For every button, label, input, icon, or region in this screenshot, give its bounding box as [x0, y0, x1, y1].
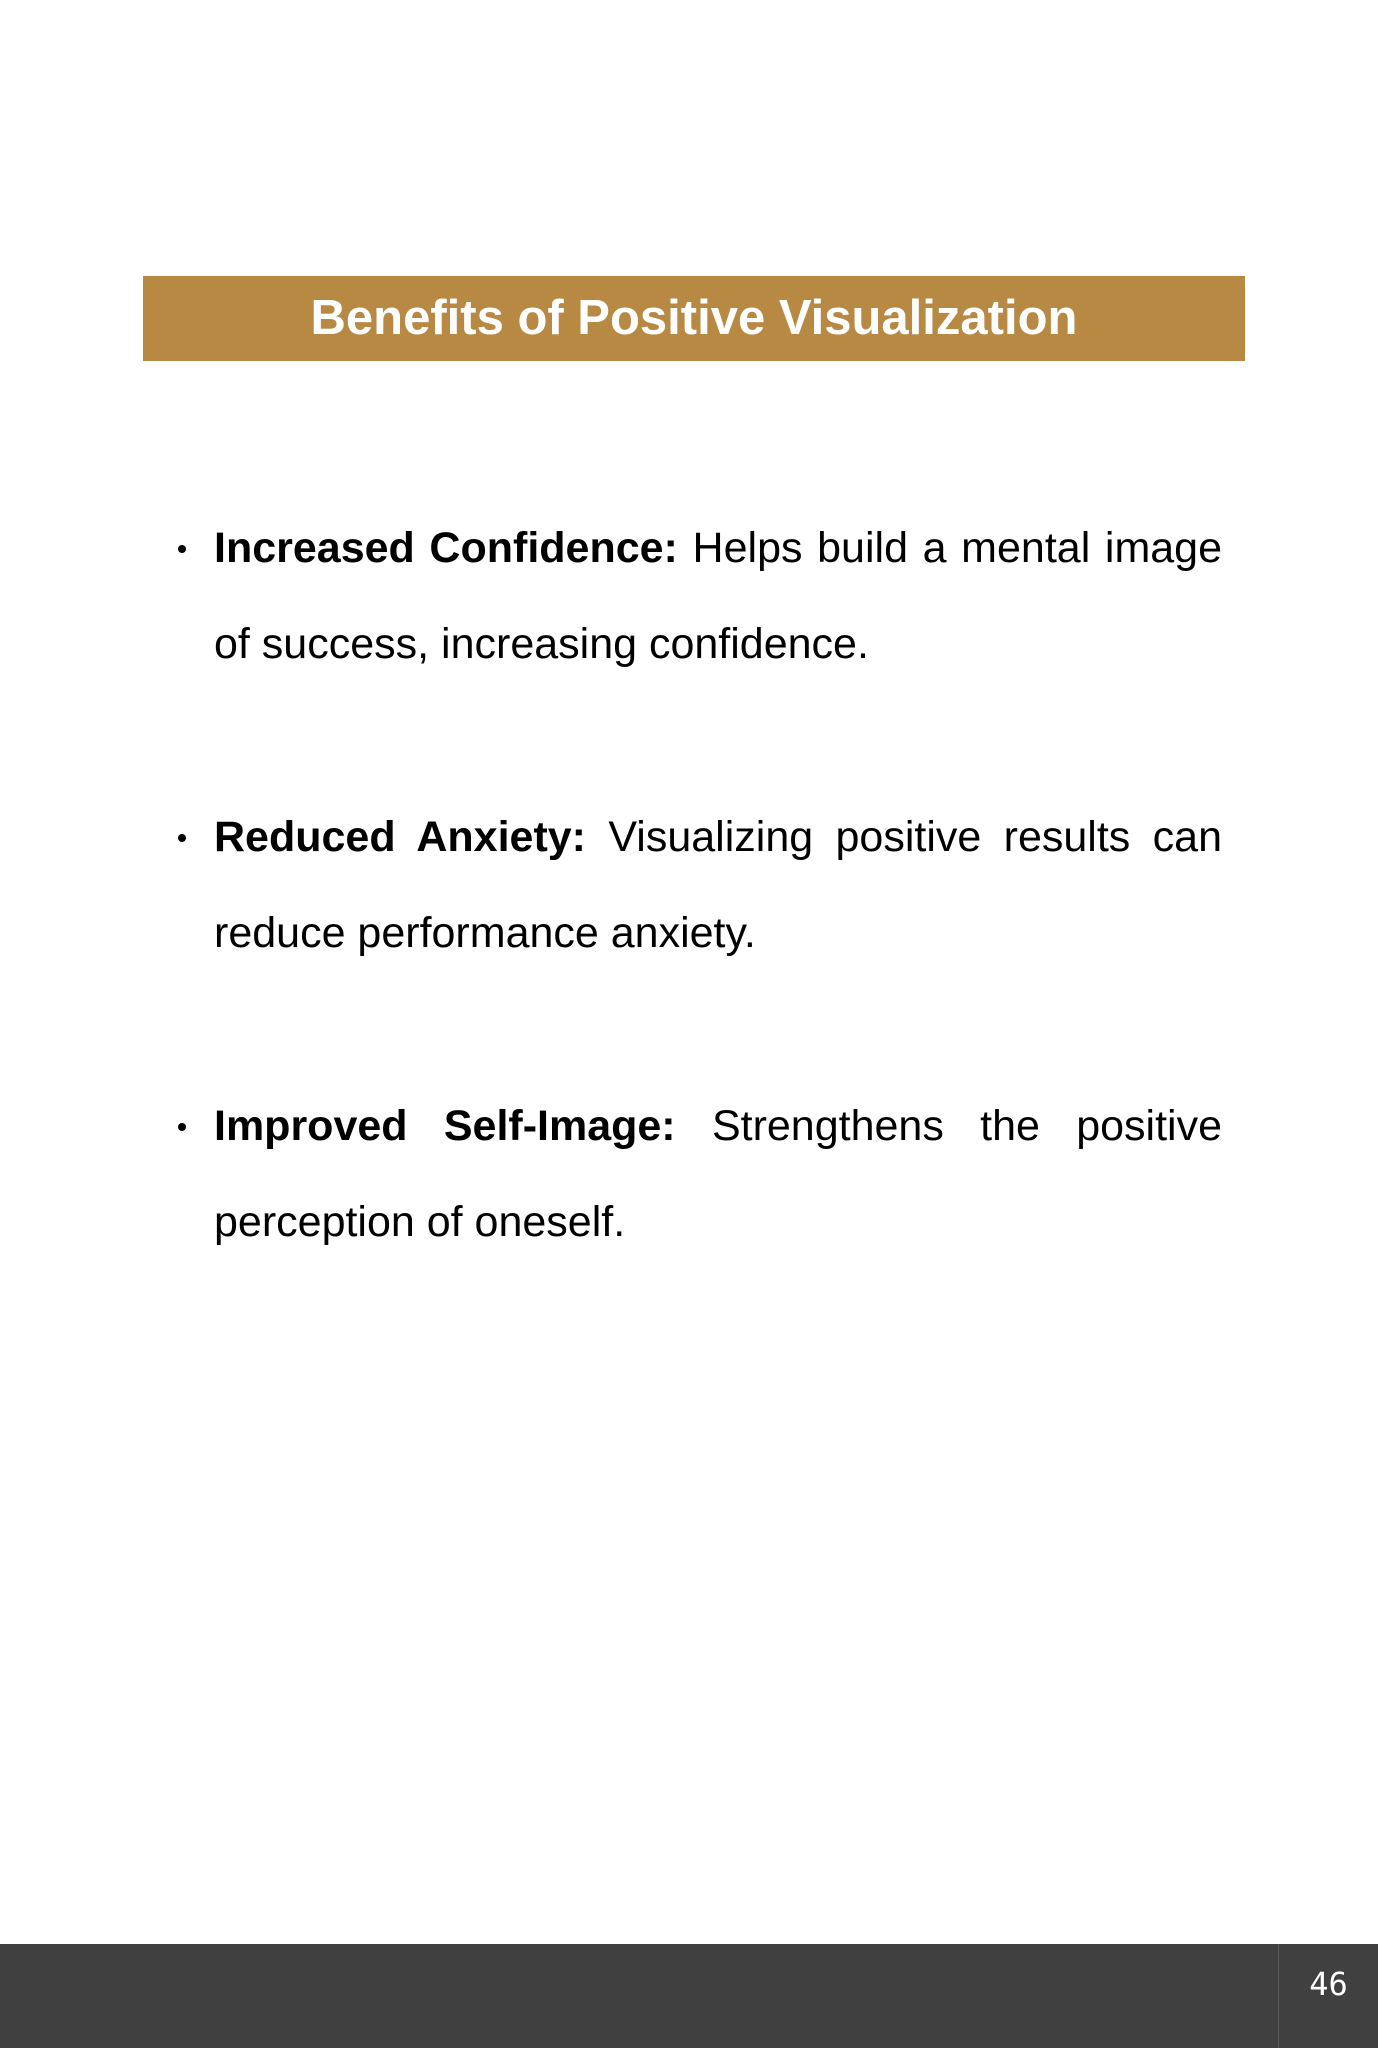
- footer-bar: [0, 1944, 1378, 2048]
- benefit-term: Increased Confidence:: [214, 524, 678, 572]
- list-item: [172, 500, 1222, 692]
- bullet-icon: [178, 1123, 186, 1131]
- page-number: 46: [1309, 1965, 1348, 2003]
- bullet-icon: [178, 834, 186, 842]
- list-item: [172, 1078, 1222, 1270]
- benefit-description: Helps build a mental image of success, increasing confidence.: [214, 524, 1223, 668]
- benefits-list: [172, 500, 1222, 1367]
- bullet-icon: [178, 545, 186, 553]
- benefit-description: Strengthens the positive perception of oneself.: [214, 1102, 1222, 1246]
- list-item: [172, 789, 1222, 981]
- benefit-term: Reduced Anxiety:: [214, 813, 587, 861]
- benefit-term: Improved Self-Image:: [214, 1102, 676, 1150]
- page-title: Benefits of Positive Visualization: [310, 291, 1078, 345]
- title-banner: [143, 276, 1245, 361]
- benefit-description: Visualizing positive results can reduce performance anxiety.: [214, 813, 1222, 957]
